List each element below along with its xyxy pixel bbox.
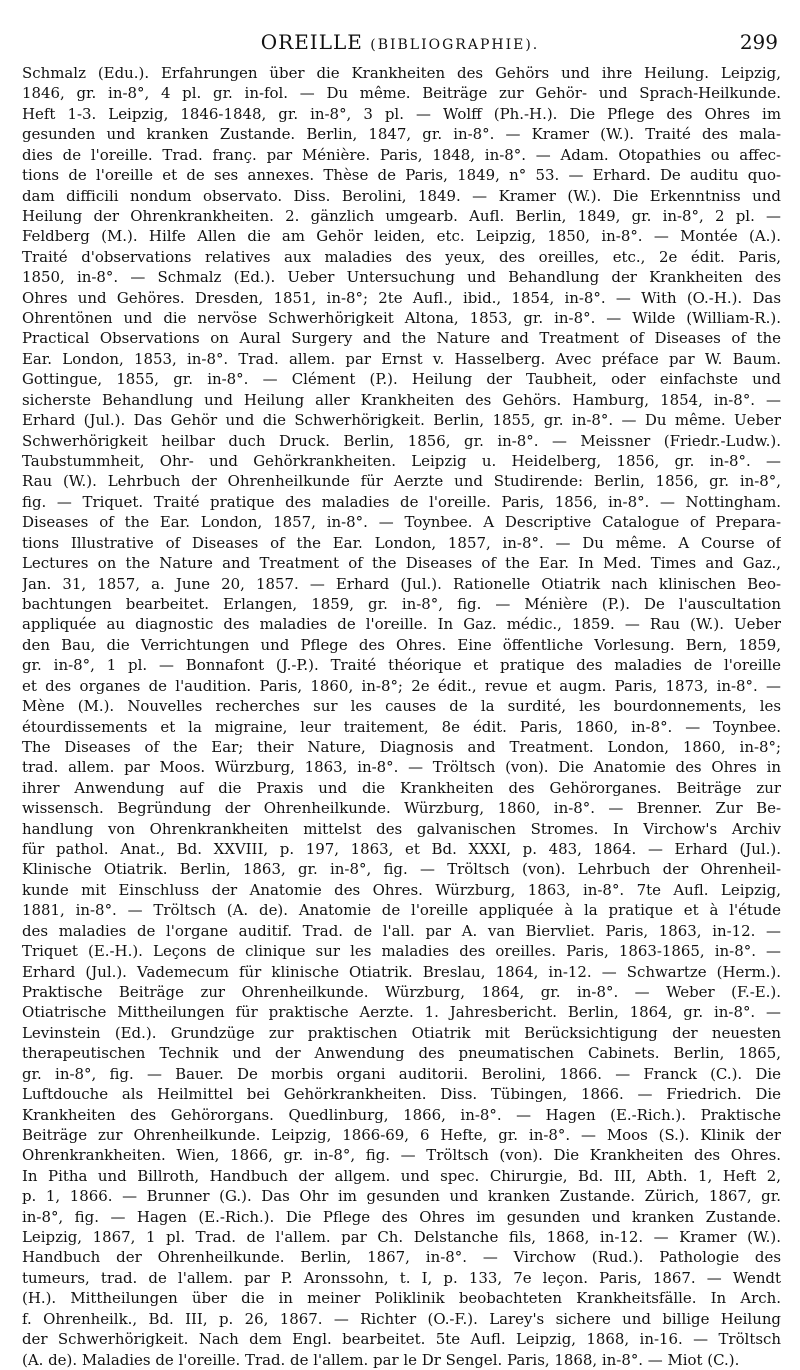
text-line: tions Illustrative of Diseases of the Ear. London, 1857, in-8°. — Du même. A Course of: [22, 533, 781, 552]
text-line: Jan. 31, 1857, a. June 20, 1857. — Erhard (Jul.). Rationelle Otiatrik nach klinischen Beo-: [22, 574, 781, 593]
text-line: Schmalz (Edu.). Erfahrungen über die Krankheiten des Gehörs und ihre Heilung. Leipzig,: [22, 64, 781, 82]
text-line: des maladies de l'organe auditif. Trad. de l'all. par A. van Biervliet. Paris, 1863, in-12. —: [22, 921, 781, 940]
text-line: tumeurs, trad. de l'allem. par P. Aronssohn, t. I, p. 133, 7e leçon. Paris, 1867. — Wendt: [22, 1268, 781, 1287]
text-line: dies de l'oreille. Trad. franç. par Ménière. Paris, 1848, in-8°. — Adam. Otopathies ou affec-: [22, 145, 781, 164]
text-line: Erhard (Jul.). Vademecum für klinische Otiatrik. Breslau, 1864, in-12. — Schwartze (Herm.).: [22, 962, 781, 981]
text-line: kunde mit Einschluss der Anatomie des Ohres. Würzburg, 1863, in-8°. 7te Aufl. Leipzig,: [22, 880, 781, 899]
page-header: [20, 30, 780, 62]
text-line: sicherste Behandlung und Heilung aller Krankheiten des Gehörs. Hamburg, 1854, in-8°. —: [22, 390, 781, 409]
text-line: Gottingue, 1855, gr. in-8°. — Clément (P.). Heilung der Taubheit, oder einfachste und: [22, 370, 781, 389]
text-line: Otiatrische Mittheilungen für praktische Aerzte. 1. Jahresbericht. Berlin, 1864, gr. in-8°. —: [22, 1003, 781, 1022]
text-line: Mène (M.). Nouvelles recherches sur les causes de la surdité, les bourdonnements, les: [22, 697, 781, 716]
text-line: Beiträge zur Ohrenheilkunde. Leipzig, 1866-69, 6 Hefte, gr. in-8°. — Moos (S.). Klinik der: [22, 1125, 781, 1144]
text-line: Ear. London, 1853, in-8°. Trad. allem. par Ernst v. Hasselberg. Avec préface par W. Baum.: [22, 349, 781, 368]
text-line: 1846, gr. in-8°, 4 pl. gr. in-fol. — Du même. Beiträge zur Gehör- und Sprach-Heilkunde.: [22, 84, 781, 103]
text-line: Praktische Beiträge zur Ohrenheilkunde. Würzburg, 1864, gr. in-8°. — Weber (F.-E.).: [22, 982, 781, 1001]
text-line: Diseases of the Ear. London, 1857, in-8°. — Toynbee. A Descriptive Catalogue of Prepara-: [22, 513, 781, 532]
text-line: tions de l'oreille et de ses annexes. Thèse de Paris, 1849, n° 53. — Erhard. De auditu quo-: [22, 166, 781, 185]
text-line: bachtungen bearbeitet. Erlangen, 1859, gr. in-8°, fig. — Ménière (P.). De l'auscultation: [22, 594, 781, 613]
text-line: trad. allem. par Moos. Würzburg, 1863, in-8°. — Tröltsch (von). Die Anatomie des Ohres in: [22, 758, 781, 777]
text-line: Feldberg (M.). Hilfe Allen die am Gehör leiden, etc. Leipzig, 1850, in-8°. — Montée (A.).: [22, 227, 781, 246]
text-line: Triquet (E.-H.). Leçons de clinique sur les maladies des oreilles. Paris, 1863-1865, in-8°. —: [22, 942, 781, 961]
text-line: Ohrentönen und die nervöse Schwerhörigkeit Altona, 1853, gr. in-8°. — Wilde (William-R.).: [22, 309, 781, 328]
text-line: fig. — Triquet. Traité pratique des maladies de l'oreille. Paris, 1856, in-8°. — Nottingham.: [22, 492, 781, 511]
text-line: dam difficili nondum observato. Diss. Berolini, 1849. — Kramer (W.). Die Erkenntniss und: [22, 186, 781, 205]
text-line: Ohres und Gehöres. Dresden, 1851, in-8°; 2te Aufl., ibid., 1854, in-8°. — With (O.-H.). Das: [22, 288, 781, 307]
text-line: Taubstummheit, Ohr- und Gehörkrankheiten. Leipzig u. Heidelberg, 1856, gr. in-8°. —: [22, 452, 781, 471]
text-line: 1850, in-8°. — Schmalz (Ed.). Ueber Untersuchung und Behandlung der Krankheiten des: [22, 268, 781, 287]
text-line: den Bau, die Verrichtungen und Pflege des Ohres. Eine öffentliche Vorlesung. Bern, 1859,: [22, 635, 781, 654]
text-line: Klinische Otiatrik. Berlin, 1863, gr. in-8°, fig. — Tröltsch (von). Lehrbuch der Ohrenheil-: [22, 860, 781, 879]
text-line: Heilung der Ohrenkrankheiten. 2. gänzlich umgearb. Aufl. Berlin, 1849, gr. in-8°, 2 pl. —: [22, 206, 781, 225]
text-line: Lectures on the Nature and Treatment of the Diseases of the Ear. In Med. Times and Gaz.,: [22, 554, 781, 573]
text-line: Heft 1-3. Leipzig, 1846-1848, gr. in-8°, 3 pl. — Wolff (Ph.-H.). Die Pflege des Ohres im: [22, 104, 781, 123]
text-line: Erhard (Jul.). Das Gehör und die Schwerhörigkeit. Berlin, 1855, gr. in-8°. — Du même. Ueber: [22, 411, 781, 430]
text-line: der Schwerhörigkeit. Nach dem Engl. bearbeitet. 5te Aufl. Leipzig, 1868, in-16. — Tröltsch: [22, 1330, 781, 1349]
text-line: 1881, in-8°. — Tröltsch (A. de). Anatomie de l'oreille appliquée à la pratique et à l'étude: [22, 901, 781, 920]
text-line: gesunden und kranken Zustande. Berlin, 1847, gr. in-8°. — Kramer (W.). Traité des mala-: [22, 125, 781, 144]
page-number: 299: [739, 30, 778, 54]
text-line: Ohrenkrankheiten. Wien, 1866, gr. in-8°, fig. — Tröltsch (von). Die Krankheiten des Ohres.: [22, 1146, 781, 1165]
text-line: Leipzig, 1867, 1 pl. Trad. de l'allem. par Ch. Delstanche fils, 1868, in-12. — Kramer (W.).: [22, 1228, 781, 1247]
text-line: Rau (W.). Lehrbuch der Ohrenheilkunde für Aerzte und Studirende: Berlin, 1856, gr. in-8°,: [22, 472, 781, 491]
text-line: f. Ohrenheilk., Bd. III, p. 26, 1867. — Richter (O.-F.). Larey's sichere und billige Heilung: [22, 1309, 781, 1328]
header-subtitle: (BIBLIOGRAPHIE).: [370, 37, 540, 53]
text-line: Luftdouche als Heilmittel bei Gehörkrankheiten. Diss. Tübingen, 1866. — Friedrich. Die: [22, 1085, 781, 1104]
text-line: in-8°, fig. — Hagen (E.-Rich.). Die Pflege des Ohres im gesunden und kranken Zustande.: [22, 1207, 781, 1226]
text-line: Traité d'observations relatives aux maladies des yeux, des oreilles, etc., 2e édit. Paris,: [22, 247, 781, 266]
text-line: et des organes de l'audition. Paris, 1860, in-8°; 2e édit., revue et augm. Paris, 1873, in-8°. —: [22, 676, 781, 695]
text-line: Handbuch der Ohrenheilkunde. Berlin, 1867, in-8°. — Virchow (Rud.). Pathologie des: [22, 1248, 781, 1267]
text-line: gr. in-8°, fig. — Bauer. De morbis organi auditorii. Berolini, 1866. — Franck (C.). Die: [22, 1064, 781, 1083]
text-line: Schwerhörigkeit heilbar duch Druck. Berlin, 1856, gr. in-8°. — Meissner (Friedr.-Ludw.).: [22, 431, 781, 450]
text-line: étourdissements et la migraine, leur traitement, 8e édit. Paris, 1860, in-8°. — Toynbee.: [22, 717, 781, 736]
text-line: (H.). Mittheilungen über die in meiner Poliklinik beobachteten Krankheitsfälle. In Arch.: [22, 1289, 781, 1308]
running-title: [20, 30, 780, 54]
header-title: OREILLE: [260, 30, 363, 54]
text-line: appliquée au diagnostic des maladies de l'oreille. In Gaz. médic., 1859. — Rau (W.). Ueber: [22, 615, 781, 634]
text-line: p. 1, 1866. — Brunner (G.). Das Ohr im gesunden und kranken Zustande. Zürich, 1867, gr.: [22, 1187, 781, 1206]
text-line: ihrer Anwendung auf die Praxis und die Krankheiten des Gehörorganes. Beiträge zur: [22, 778, 781, 797]
text-line: gr. in-8°, 1 pl. — Bonnafont (J.-P.). Traité théorique et pratique des maladies de l'oreille: [22, 656, 781, 675]
text-line: The Diseases of the Ear; their Nature, Diagnosis and Treatment. London, 1860, in-8°;: [22, 737, 781, 756]
text-line: Practical Observations on Aural Surgery and the Nature and Treatment of Diseases of the: [22, 329, 781, 348]
text-line: (A. de). Maladies de l'oreille. Trad. de l'allem. par le Dr Sengel. Paris, 1868, in-8°. — Miot (C.).: [22, 1350, 740, 1369]
text-line: wissensch. Begründung der Ohrenheilkunde. Würzburg, 1860, in-8°. — Brenner. Zur Be-: [22, 799, 781, 818]
text-line: Levinstein (Ed.). Grundzüge zur praktischen Otiatrik mit Berücksichtigung der neuesten: [22, 1023, 781, 1042]
bibliography-text: [22, 63, 781, 1370]
text-line: Krankheiten des Gehörorgans. Quedlinburg, 1866, in-8°. — Hagen (E.-Rich.). Praktische: [22, 1105, 781, 1124]
text-line: für pathol. Anat., Bd. XXVIII, p. 197, 1863, et Bd. XXXI, p. 483, 1864. — Erhard (Jul.).: [22, 840, 781, 859]
text-line: therapeutischen Technik und der Anwendung des pneumatischen Cabinets. Berlin, 1865,: [22, 1044, 781, 1063]
text-line: handlung von Ohrenkrankheiten mittelst des galvanischen Stromes. In Virchow's Archiv: [22, 819, 781, 838]
text-line: In Pitha und Billroth, Handbuch der allgem. und spec. Chirurgie, Bd. III, Abth. 1, Heft 2,: [22, 1166, 781, 1185]
